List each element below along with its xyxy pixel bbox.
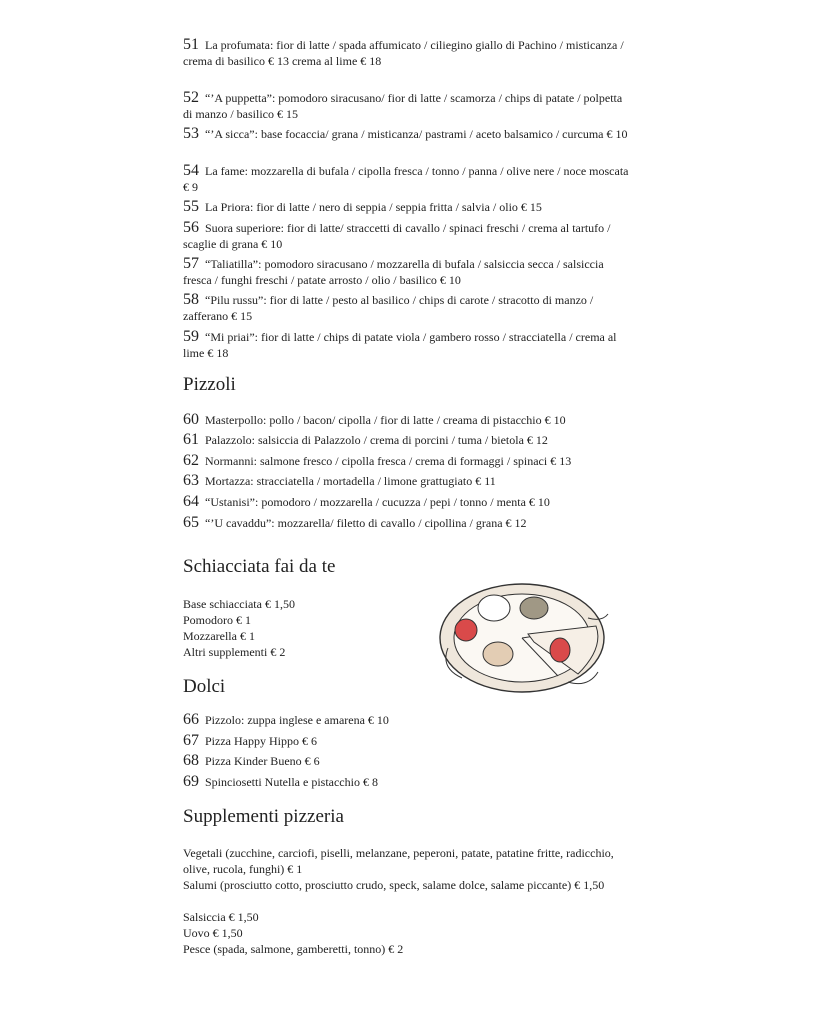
item-number: 69 bbox=[183, 773, 199, 790]
section-title-schiacciata: Schiacciata fai da te bbox=[183, 556, 336, 577]
item-number: 53 bbox=[183, 125, 199, 142]
section-title-supplementi: Supplementi pizzeria bbox=[183, 806, 344, 827]
menu-item bbox=[183, 494, 633, 510]
item-text: “’A puppetta”: pomodoro siracusano/ fior di latte / scamorza / chips di patate / polpetta di manzo / basilico € 15 bbox=[183, 91, 623, 121]
menu-item bbox=[183, 453, 633, 469]
item-text: Palazzolo: salsiccia di Palazzolo / crema di porcini / tuma / bietola € 12 bbox=[205, 433, 548, 447]
item-number: 63 bbox=[183, 472, 199, 489]
item-number: 61 bbox=[183, 431, 199, 448]
menu-item bbox=[183, 753, 633, 769]
supplement-line: Vegetali (zucchine, carciofi, piselli, melanzane, peperoni, patate, patatine fritte, radicchio, olive, rucola, funghi) € 1 bbox=[183, 846, 614, 876]
menu-item bbox=[183, 90, 633, 122]
menu-item bbox=[183, 412, 633, 428]
item-text: “’U cavaddu”: mozzarella/ filetto di cavallo / cipollina / grana € 12 bbox=[205, 516, 527, 530]
item-number: 67 bbox=[183, 732, 199, 749]
item-number: 54 bbox=[183, 162, 199, 179]
supplement-line: Salsiccia € 1,50 bbox=[183, 910, 259, 924]
item-text: La profumata: fior di latte / spada affumicato / ciliegino giallo di Pachino / misticanza / crema di basilico € 13 crema al lime € 18 bbox=[183, 38, 624, 68]
item-number: 56 bbox=[183, 219, 199, 236]
item-text: “Taliatilla”: pomodoro siracusano / mozzarella di bufala / salsiccia secca / salsiccia fresca / funghi freschi / patate arrosto / olio / basilico € 10 bbox=[183, 257, 604, 287]
menu-item bbox=[183, 712, 633, 728]
menu-item bbox=[183, 220, 633, 252]
item-number: 65 bbox=[183, 514, 199, 531]
item-number: 59 bbox=[183, 328, 199, 345]
item-number: 66 bbox=[183, 711, 199, 728]
item-text: La fame: mozzarella di bufala / cipolla fresca / tonno / panna / olive nere / noce moscata € 9 bbox=[183, 164, 629, 194]
menu-item bbox=[183, 37, 633, 69]
item-text: “Ustanisi”: pomodoro / mozzarella / cucuzza / pepi / tonno / menta € 10 bbox=[205, 495, 550, 509]
menu-item bbox=[183, 199, 633, 215]
menu-item bbox=[183, 432, 633, 448]
menu-item bbox=[183, 256, 633, 288]
item-text: Spinciosetti Nutella e pistacchio € 8 bbox=[205, 775, 378, 789]
schiacciata-line: Mozzarella € 1 bbox=[183, 629, 255, 643]
supplement-line: Uovo € 1,50 bbox=[183, 926, 243, 940]
item-number: 52 bbox=[183, 89, 199, 106]
item-text: Pizza Happy Hippo € 6 bbox=[205, 734, 317, 748]
menu-item bbox=[183, 329, 633, 361]
item-text: Suora superiore: fior di latte/ straccetti di cavallo / spinaci freschi / crema al tartufo / scaglie di grana € 10 bbox=[183, 221, 611, 251]
supplement-line: Pesce (spada, salmone, gamberetti, tonno) € 2 bbox=[183, 942, 404, 956]
item-number: 55 bbox=[183, 198, 199, 215]
pizza-illustration bbox=[438, 578, 610, 694]
item-text: “Mi priai”: fior di latte / chips di patate viola / gambero rosso / stracciatella / crema al lime € 18 bbox=[183, 330, 617, 360]
item-number: 57 bbox=[183, 255, 199, 272]
item-text: Masterpollo: pollo / bacon/ cipolla / fior di latte / creama di pistacchio € 10 bbox=[205, 413, 566, 427]
item-number: 64 bbox=[183, 493, 199, 510]
menu-item bbox=[183, 126, 633, 142]
item-text: Mortazza: stracciatella / mortadella / limone grattugiato € 11 bbox=[205, 474, 496, 488]
schiacciata-line: Altri supplementi € 2 bbox=[183, 645, 286, 659]
item-text: Pizza Kinder Bueno € 6 bbox=[205, 754, 320, 768]
item-number: 51 bbox=[183, 36, 199, 53]
item-number: 60 bbox=[183, 411, 199, 428]
item-text: “Pilu russu”: fior di latte / pesto al basilico / chips di carote / stracotto di manzo / zafferano € 15 bbox=[183, 293, 594, 323]
item-text: Normanni: salmone fresco / cipolla fresca / crema di formaggi / spinaci € 13 bbox=[205, 454, 572, 468]
item-text: La Priora: fior di latte / nero di seppia / seppia fritta / salvia / olio € 15 bbox=[205, 200, 542, 214]
supplement-line: Salumi (prosciutto cotto, prosciutto crudo, speck, salame dolce, salame piccante) € 1,50 bbox=[183, 878, 605, 892]
item-number: 62 bbox=[183, 452, 199, 469]
item-text: “’A sicca”: base focaccia/ grana / misticanza/ pastrami / aceto balsamico / curcuma € 10 bbox=[205, 127, 628, 141]
menu-item bbox=[183, 292, 633, 324]
menu-item bbox=[183, 163, 633, 195]
item-number: 68 bbox=[183, 752, 199, 769]
menu-item bbox=[183, 515, 633, 531]
section-title-pizzoli: Pizzoli bbox=[183, 374, 236, 395]
item-text: Pizzolo: zuppa inglese e amarena € 10 bbox=[205, 713, 389, 727]
menu-item bbox=[183, 774, 633, 790]
schiacciata-line: Base schiacciata € 1,50 bbox=[183, 597, 295, 611]
item-number: 58 bbox=[183, 291, 199, 308]
menu-item bbox=[183, 733, 633, 749]
section-title-dolci: Dolci bbox=[183, 676, 226, 697]
schiacciata-line: Pomodoro € 1 bbox=[183, 613, 252, 627]
menu-item bbox=[183, 473, 633, 489]
